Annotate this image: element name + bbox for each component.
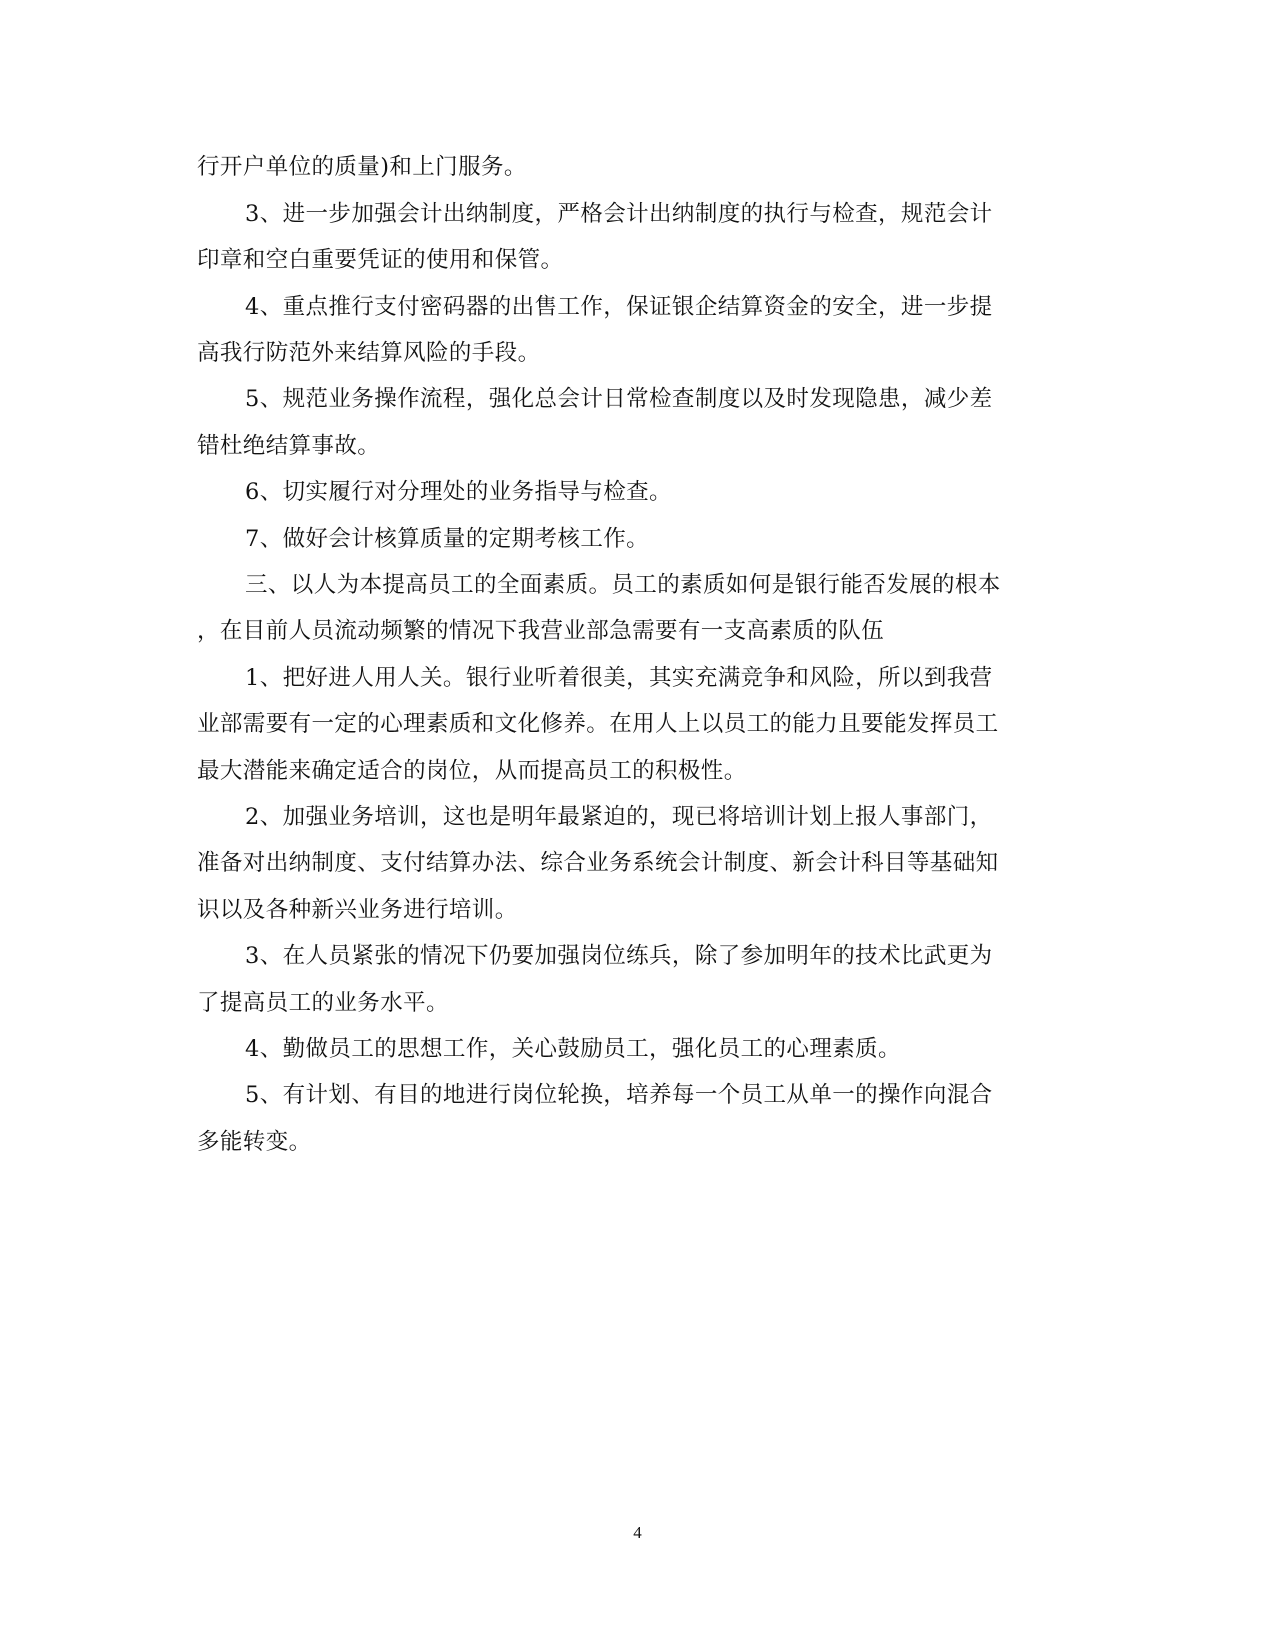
text-line: 4、重点推行支付密码器的出售工作，保证银企结算资金的安全，进一步提 <box>245 294 993 320</box>
text-line: 3、进一步加强会计出纳制度，严格会计出纳制度的执行与检查，规范会计 <box>245 201 993 227</box>
text-line: 三、以人为本提高员工的全面素质。员工的素质如何是银行能否发展的根本 <box>245 572 1001 598</box>
text-line: 5、有计划、有目的地进行岗位轮换，培养每一个员工从单一的操作向混合 <box>245 1082 993 1108</box>
text-line: 行开户单位的质量)和上门服务。 <box>197 154 527 180</box>
text-line: 印章和空白重要凭证的使用和保管。 <box>197 247 564 273</box>
text-line: 3、在人员紧张的情况下仍要加强岗位练兵，除了参加明年的技术比武更为 <box>245 943 993 969</box>
text-line: 了提高员工的业务水平。 <box>197 990 449 1016</box>
text-line: 错杜绝结算事故。 <box>197 433 381 459</box>
text-line: 业部需要有一定的心理素质和文化修养。在用人上以员工的能力且要能发挥员工 <box>197 711 999 737</box>
page-number: 4 <box>633 1523 642 1542</box>
text-line: 多能转变。 <box>197 1129 312 1155</box>
text-line: 7、做好会计核算质量的定期考核工作。 <box>245 526 650 552</box>
text-line: 2、加强业务培训，这也是明年最紧迫的，现已将培训计划上报人事部门， <box>245 804 993 830</box>
text-line: ，在目前人员流动频繁的情况下我营业部急需要有一支高素质的队伍 <box>197 618 885 644</box>
text-line: 5、规范业务操作流程，强化总会计日常检查制度以及时发现隐患，减少差 <box>245 386 993 412</box>
text-line: 6、切实履行对分理处的业务指导与检查。 <box>245 479 672 505</box>
text-line: 1、把好进人用人关。银行业听着很美，其实充满竞争和风险，所以到我营 <box>245 665 993 691</box>
text-line: 最大潜能来确定适合的岗位，从而提高员工的积极性。 <box>197 758 747 784</box>
text-line: 识以及各种新兴业务进行培训。 <box>197 897 518 923</box>
text-line: 准备对出纳制度、支付结算办法、综合业务系统会计制度、新会计科目等基础知 <box>197 850 999 876</box>
text-line: 4、勤做员工的思想工作，关心鼓励员工，强化员工的心理素质。 <box>245 1036 901 1062</box>
text-line: 高我行防范外来结算风险的手段。 <box>197 340 541 366</box>
